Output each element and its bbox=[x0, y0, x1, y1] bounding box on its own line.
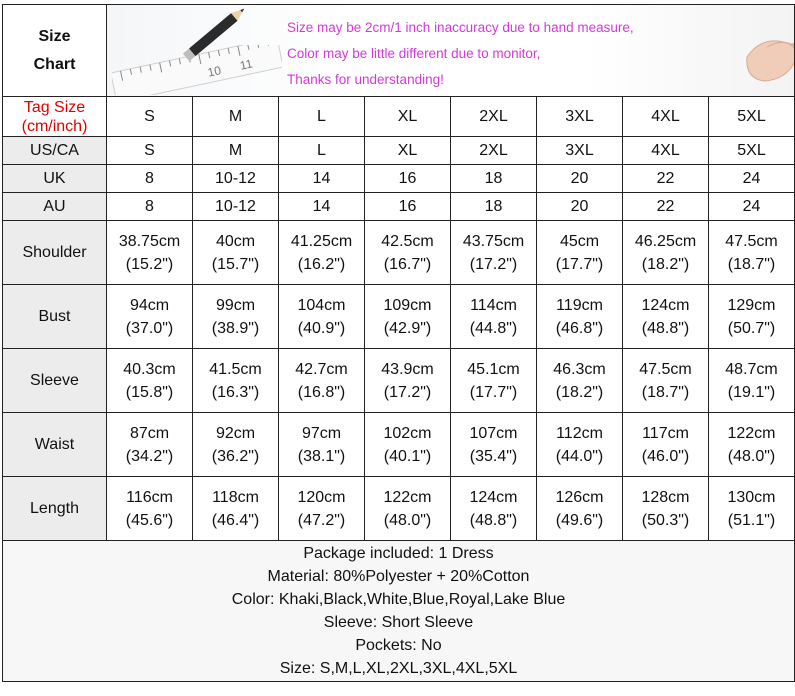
measurement-cm: 129cm bbox=[727, 296, 776, 314]
measurement-inch: (16.3") bbox=[211, 383, 260, 401]
measurement-inch: (19.1") bbox=[727, 383, 776, 401]
region-value: 2XL bbox=[451, 137, 537, 165]
measurement-cell bbox=[451, 413, 537, 477]
measurement-cell bbox=[279, 221, 365, 285]
measurement-inch: (18.2") bbox=[555, 383, 604, 401]
measurement-inch: (15.8") bbox=[125, 383, 174, 401]
measurement-label: Length bbox=[3, 477, 107, 541]
detail-line: Sleeve: Short Sleeve bbox=[323, 614, 474, 631]
note-thanks: Thanks for understanding! bbox=[287, 72, 444, 87]
measurement-cell bbox=[107, 413, 193, 477]
tag-size-label: Tag Size (cm/inch) bbox=[3, 97, 107, 137]
measurement-cm: 97cm bbox=[301, 424, 342, 442]
measurement-cell bbox=[107, 221, 193, 285]
header-row bbox=[3, 5, 795, 97]
measurement-cell bbox=[365, 477, 451, 541]
measurement-inch: (46.4") bbox=[211, 511, 260, 529]
measurement-cell bbox=[279, 349, 365, 413]
measurement-inch: (48.8") bbox=[469, 511, 518, 529]
measurement-inch: (40.9") bbox=[297, 319, 346, 337]
region-value: 14 bbox=[279, 165, 365, 193]
measurement-cell bbox=[451, 349, 537, 413]
measurement-inch: (46.0") bbox=[641, 447, 690, 465]
measurement-inch: (48.0") bbox=[383, 511, 432, 529]
measurement-cell bbox=[709, 349, 795, 413]
measurement-cell bbox=[107, 349, 193, 413]
size-chart-title bbox=[3, 5, 107, 97]
measurement-cm: 120cm bbox=[297, 488, 346, 506]
size-header-3xl: 3XL bbox=[537, 97, 623, 137]
region-value: 8 bbox=[107, 193, 193, 221]
size-header-m: M bbox=[193, 97, 279, 137]
measurement-cell bbox=[537, 477, 623, 541]
detail-line: Package included: 1 Dress bbox=[303, 545, 494, 562]
measurement-inch: (16.7") bbox=[383, 255, 432, 273]
measuring-tape-hand-icon bbox=[737, 17, 795, 87]
measurement-cell bbox=[365, 413, 451, 477]
measurement-cm: 122cm bbox=[383, 488, 432, 506]
measurement-cell bbox=[279, 413, 365, 477]
measurement-inch: (50.3") bbox=[641, 511, 690, 529]
measurement-cell bbox=[193, 349, 279, 413]
measurement-cell bbox=[451, 285, 537, 349]
measurement-cm: 109cm bbox=[383, 296, 432, 314]
measurement-inch: (17.2") bbox=[383, 383, 432, 401]
measurement-inch: (18.7") bbox=[641, 383, 690, 401]
measurement-inch: (47.2") bbox=[297, 511, 346, 529]
measurement-row bbox=[3, 285, 795, 349]
measurement-cm: 43.75cm bbox=[462, 232, 525, 250]
region-value: 4XL bbox=[623, 137, 709, 165]
detail-line: Material: 80%Polyester + 20%Cotton bbox=[267, 568, 530, 585]
measurement-cm: 42.5cm bbox=[381, 232, 434, 250]
region-value: 3XL bbox=[537, 137, 623, 165]
size-header-2xl: 2XL bbox=[451, 97, 537, 137]
region-value: 14 bbox=[279, 193, 365, 221]
measurement-cell bbox=[623, 285, 709, 349]
measurement-inch: (50.7") bbox=[727, 319, 776, 337]
title-line-1: Size bbox=[38, 27, 71, 45]
region-value: 18 bbox=[451, 193, 537, 221]
measurement-inch: (16.8") bbox=[297, 383, 346, 401]
measurement-inch: (44.8") bbox=[469, 319, 518, 337]
region-value: 24 bbox=[709, 193, 795, 221]
region-value: L bbox=[279, 137, 365, 165]
region-value: 10-12 bbox=[193, 165, 279, 193]
details-row bbox=[3, 541, 795, 682]
measurement-cell bbox=[107, 477, 193, 541]
measurement-cell bbox=[623, 349, 709, 413]
region-value: 16 bbox=[365, 165, 451, 193]
measurement-cm: 128cm bbox=[641, 488, 690, 506]
measurement-cell bbox=[365, 285, 451, 349]
measurement-cell bbox=[193, 221, 279, 285]
size-header-xl: XL bbox=[365, 97, 451, 137]
measurement-cell bbox=[537, 221, 623, 285]
measurement-cell bbox=[623, 221, 709, 285]
size-header-5xl: 5XL bbox=[709, 97, 795, 137]
measurement-inch: (34.2") bbox=[125, 447, 174, 465]
measurement-cm: 92cm bbox=[215, 424, 256, 442]
measurement-cm: 43.9cm bbox=[381, 360, 434, 378]
region-value: 20 bbox=[537, 193, 623, 221]
region-value: 22 bbox=[623, 193, 709, 221]
measurement-cm: 46.25cm bbox=[634, 232, 697, 250]
measurement-inch: (16.2") bbox=[297, 255, 346, 273]
measurement-cm: 122cm bbox=[727, 424, 776, 442]
measurement-cm: 117cm bbox=[642, 424, 689, 442]
measurement-cell bbox=[193, 285, 279, 349]
measurement-cell bbox=[365, 221, 451, 285]
measurement-row bbox=[3, 349, 795, 413]
measurement-inch: (18.2") bbox=[641, 255, 690, 273]
banner-notes bbox=[287, 15, 634, 93]
measurement-cell bbox=[709, 221, 795, 285]
region-label: AU bbox=[3, 193, 107, 221]
measurement-cm: 87cm bbox=[129, 424, 170, 442]
measurement-cell bbox=[451, 477, 537, 541]
measurement-cm: 126cm bbox=[555, 488, 604, 506]
pencil-icon bbox=[167, 7, 257, 67]
measurement-inch: (42.9") bbox=[383, 319, 432, 337]
measurement-cm: 40cm bbox=[215, 232, 256, 250]
measurement-cm: 114cm bbox=[470, 296, 517, 314]
measurement-cm: 124cm bbox=[641, 296, 690, 314]
measurement-cell bbox=[279, 285, 365, 349]
measurement-cm: 104cm bbox=[297, 296, 346, 314]
measurement-inch: (38.9") bbox=[211, 319, 260, 337]
region-value: 16 bbox=[365, 193, 451, 221]
size-header-s: S bbox=[107, 97, 193, 137]
measurement-cell bbox=[709, 477, 795, 541]
measurement-inch: (48.0") bbox=[727, 447, 776, 465]
measurement-inch: (15.7") bbox=[211, 255, 260, 273]
detail-line: Pockets: No bbox=[355, 637, 442, 654]
measurement-inch: (44.0") bbox=[555, 447, 604, 465]
note-color: Color may be little different due to monitor, bbox=[287, 46, 541, 61]
measurement-cell bbox=[107, 285, 193, 349]
measurement-inch: (37.0") bbox=[125, 319, 174, 337]
measurement-cell bbox=[709, 413, 795, 477]
size-header-l: L bbox=[279, 97, 365, 137]
ruler-number-11: 11 bbox=[238, 56, 254, 73]
region-row bbox=[3, 193, 795, 221]
measurement-cell bbox=[537, 349, 623, 413]
measurement-cm: 94cm bbox=[129, 296, 170, 314]
measurement-inch: (45.6") bbox=[125, 511, 174, 529]
region-label: UK bbox=[3, 165, 107, 193]
measurement-inch: (17.7") bbox=[555, 255, 604, 273]
region-row bbox=[3, 165, 795, 193]
measurement-cm: 47.5cm bbox=[725, 232, 778, 250]
detail-line: Size: S,M,L,XL,2XL,3XL,4XL,5XL bbox=[279, 660, 518, 677]
measurement-cm: 42.7cm bbox=[295, 360, 348, 378]
region-value: 24 bbox=[709, 165, 795, 193]
measurement-cm: 40.3cm bbox=[123, 360, 176, 378]
measurement-cm: 124cm bbox=[469, 488, 518, 506]
measurement-cm: 48.7cm bbox=[725, 360, 778, 378]
measurement-inch: (17.7") bbox=[469, 383, 518, 401]
measurement-cm: 118cm bbox=[212, 488, 259, 506]
measurement-cm: 107cm bbox=[469, 424, 518, 442]
measurement-cell bbox=[365, 349, 451, 413]
region-value: S bbox=[107, 137, 193, 165]
region-label: US/CA bbox=[3, 137, 107, 165]
measurement-label: Shoulder bbox=[3, 221, 107, 285]
note-inaccuracy: Size may be 2cm/1 inch inaccuracy due to hand measure, bbox=[287, 20, 634, 35]
measurement-cm: 116cm bbox=[126, 488, 173, 506]
region-value: M bbox=[193, 137, 279, 165]
measurement-inch: (51.1") bbox=[727, 511, 776, 529]
measurement-inch: (35.4") bbox=[469, 447, 518, 465]
measurement-cm: 119cm bbox=[556, 296, 603, 314]
measurement-cell bbox=[279, 477, 365, 541]
measurement-inch: (46.8") bbox=[555, 319, 604, 337]
measurement-cell bbox=[623, 413, 709, 477]
measurement-inch: (40.1") bbox=[383, 447, 432, 465]
measurement-label: Waist bbox=[3, 413, 107, 477]
size-header-4xl: 4XL bbox=[623, 97, 709, 137]
detail-line: Color: Khaki,Black,White,Blue,Royal,Lake Blue bbox=[231, 591, 566, 608]
measurement-cm: 41.25cm bbox=[290, 232, 353, 250]
measurement-cm: 99cm bbox=[215, 296, 256, 314]
region-row bbox=[3, 137, 795, 165]
measurement-inch: (15.2") bbox=[125, 255, 174, 273]
region-value: 18 bbox=[451, 165, 537, 193]
measurement-cell bbox=[451, 221, 537, 285]
measurement-cm: 41.5cm bbox=[209, 360, 262, 378]
measurement-cm: 130cm bbox=[727, 488, 776, 506]
measurement-inch: (48.8") bbox=[641, 319, 690, 337]
measurement-cell bbox=[193, 477, 279, 541]
measurement-row bbox=[3, 221, 795, 285]
measurement-inch: (36.2") bbox=[211, 447, 260, 465]
size-chart-table bbox=[2, 4, 795, 682]
measurement-label: Sleeve bbox=[3, 349, 107, 413]
measurement-inch: (38.1") bbox=[297, 447, 346, 465]
tag-size-row bbox=[3, 97, 795, 137]
measurement-row bbox=[3, 477, 795, 541]
measurement-cm: 47.5cm bbox=[639, 360, 692, 378]
measurement-label: Bust bbox=[3, 285, 107, 349]
measurement-cell bbox=[193, 413, 279, 477]
measurement-cell bbox=[537, 285, 623, 349]
measurement-cm: 38.75cm bbox=[118, 232, 181, 250]
ruler-number-10: 10 bbox=[206, 63, 223, 80]
title-line-2: Chart bbox=[33, 55, 76, 73]
region-value: 8 bbox=[107, 165, 193, 193]
measurement-row bbox=[3, 413, 795, 477]
region-value: 5XL bbox=[709, 137, 795, 165]
measurement-cm: 112cm bbox=[556, 424, 603, 442]
region-value: 20 bbox=[537, 165, 623, 193]
measurement-cell bbox=[537, 413, 623, 477]
region-value: XL bbox=[365, 137, 451, 165]
measurement-cm: 45.1cm bbox=[467, 360, 520, 378]
product-details bbox=[3, 541, 795, 682]
measurement-cm: 102cm bbox=[383, 424, 432, 442]
measurement-inch: (18.7") bbox=[727, 255, 776, 273]
measurement-cm: 46.3cm bbox=[553, 360, 606, 378]
region-value: 22 bbox=[623, 165, 709, 193]
measurement-inch: (49.6") bbox=[555, 511, 604, 529]
measurement-inch: (17.2") bbox=[469, 255, 518, 273]
measurement-banner bbox=[107, 5, 795, 97]
measurement-cm: 45cm bbox=[559, 232, 600, 250]
measurement-cell bbox=[623, 477, 709, 541]
measurement-cell bbox=[709, 285, 795, 349]
region-value: 10-12 bbox=[193, 193, 279, 221]
